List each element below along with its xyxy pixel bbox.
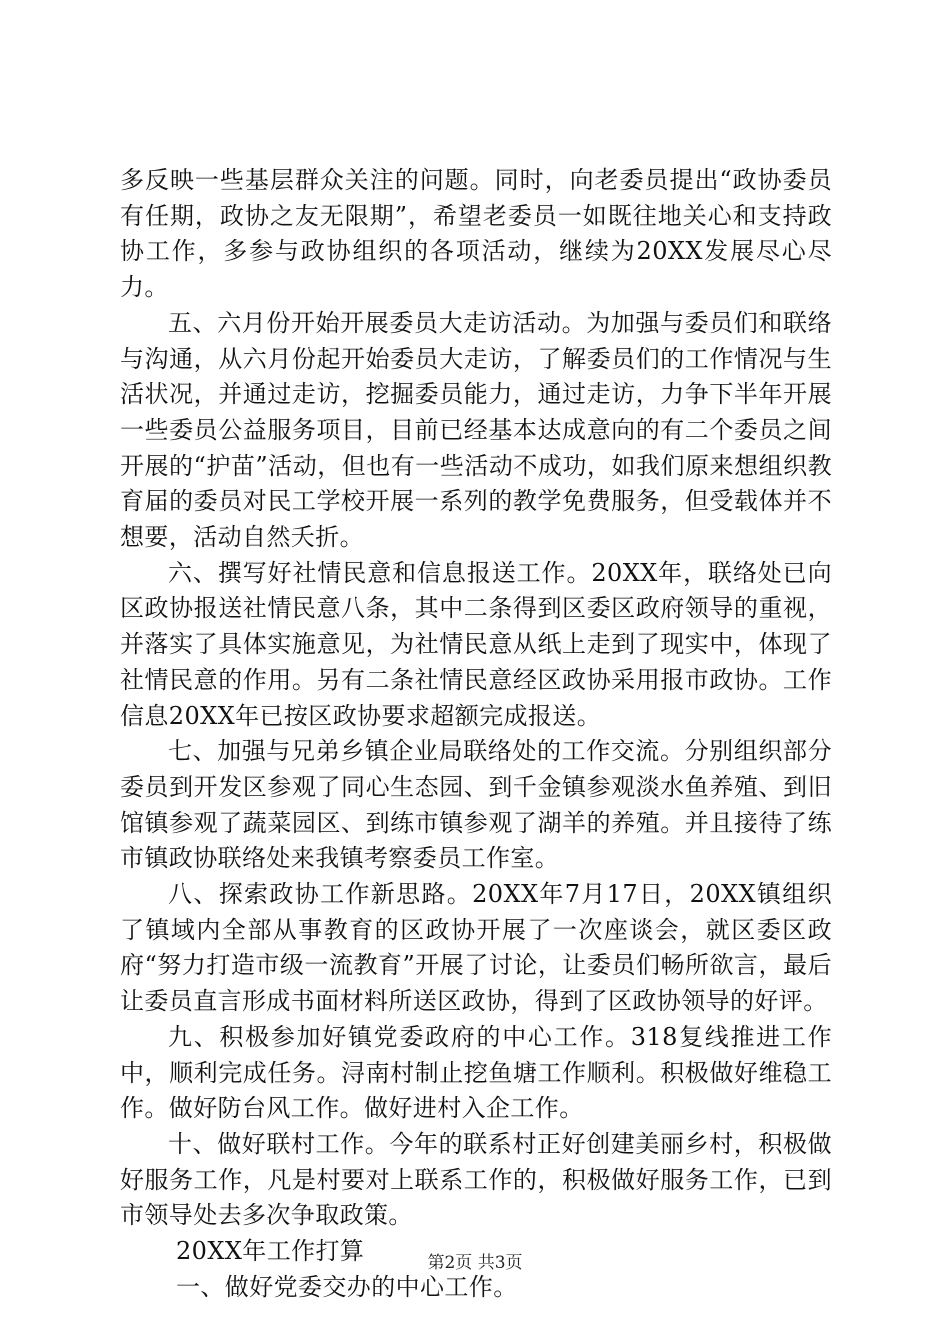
plan-heading: 20XX年工作打算 <box>176 1237 365 1266</box>
paragraph-item-9: 九、积极参加好镇党委政府的中心工作。318复线推进工作中，顺利完成任务。浔南村制止挖鱼塘工作顺利。积极做好维稳工作。做好防台风工作。做好进村入企工作。 <box>120 1022 832 1123</box>
paragraph-continuation: 多反映一些基层群众关注的问题。同时，向老委员提出“政协委员有任期，政协之友无限期”，希望老委员一如既往地关心和支持政协工作，多参与政协组织的各项活动，继续为20XX发展尽心尽力。 <box>120 166 832 302</box>
paragraph-item-7: 七、加强与兄弟乡镇企业局联络处的工作交流。分别组织部分委员到开发区参观了同心生态园、到千金镇参观淡水鱼养殖、到旧馆镇参观了蔬菜园区、到练市镇参观了湖羊的养殖。并且接待了练市镇政协联络处来我镇考察委员工作室。 <box>120 737 832 873</box>
plan-item-1: 一、做好党委交办的中心工作。 <box>176 1272 518 1301</box>
page-number-footer: 第2页 共3页 <box>427 1253 523 1273</box>
paragraph-item-10: 十、做好联村工作。今年的联系村正好创建美丽乡村，积极做好服务工作，凡是村要对上联系工作的，积极做好服务工作，已到市领导处去多次争取政策。 <box>120 1129 832 1230</box>
paragraph-item-5: 五、六月份开始开展委员大走访活动。为加强与委员们和联络与沟通，从六月份起开始委员大走访，了解委员们的工作情况与生活状况，并通过走访，挖掘委员能力，通过走访，力争下半年开展一些委员公益服务项目，目前已经基本达成意向的有二个委员之间开展的“护苗”活动，但也有一些活动不成功，如我们原来想组织教育届的委员对民工学校开展一系列的教学免费服务，但受载体并不想要，活动自然夭折。 <box>120 308 832 552</box>
paragraph-item-6: 六、撰写好社情民意和信息报送工作。20XX年，联络处已向区政协报送社情民意八条，其中二条得到区委区政府领导的重视，并落实了具体实施意见，为社情民意从纸上走到了现实中，体现了社情民意的作用。另有二条社情民意经区政协采用报市政协。工作信息20XX年已按区政协要求超额完成报送。 <box>120 558 832 730</box>
document-body <box>120 163 832 1306</box>
paragraph-item-8: 八、探索政协工作新思路。20XX年7月17日，20XX镇组织了镇域内全部从事教育的区政协开展了一次座谈会，就区委区政府“努力打造市级一流教育”开展了讨论，让委员们畅所欲言，最后让委员直言形成书面材料所送区政协，得到了区政协领导的好评。 <box>120 880 832 1016</box>
